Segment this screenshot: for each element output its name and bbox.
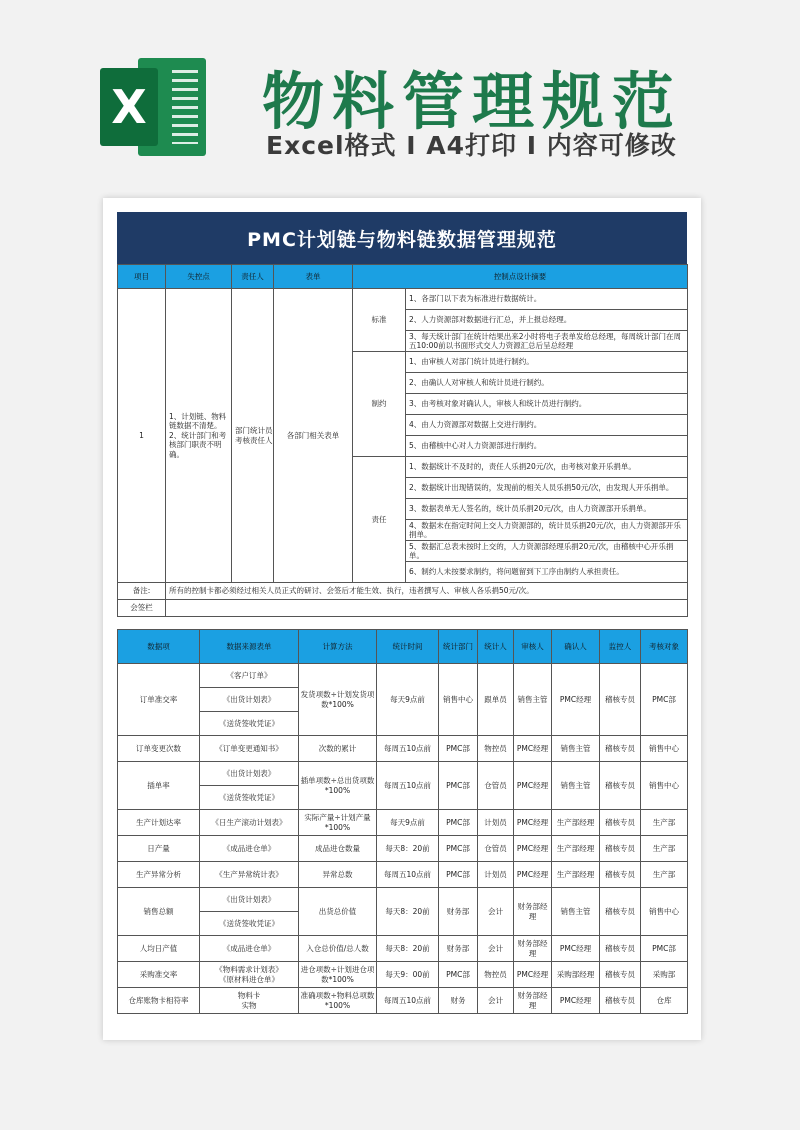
data-item: 订单变更次数 [118,736,200,762]
item-number: 1 [118,289,166,583]
confirmer: 销售主管 [552,736,600,762]
monitor: 稽核专员 [600,962,641,988]
stat-dept: PMC部 [439,862,478,888]
auditor: PMC经理 [514,810,552,836]
stat-person: 物控员 [478,736,514,762]
form: 各部门相关表单 [274,289,353,583]
table-row [118,888,688,912]
section-responsibility: 责任 [353,457,406,583]
header-cell: 统计人 [478,630,514,664]
rule-line [406,352,688,373]
table-row [118,736,688,762]
calc-method: 进仓项数÷计划进仓项数*100% [299,962,377,988]
data-item: 订单准交率 [118,664,200,736]
auditor: PMC经理 [514,736,552,762]
confirmer: 销售主管 [552,762,600,810]
data-item: 生产异常分析 [118,862,200,888]
table-row [118,762,688,786]
auditor: PMC经理 [514,862,552,888]
rule-text: 6、制约人未按要求制约，将问题留到下工序由制约人承担责任。 [409,567,624,577]
rule-line [406,310,688,331]
stat-dept: PMC部 [439,762,478,810]
monitor: 稽核专员 [600,936,641,962]
auditor: 财务部经理 [514,936,552,962]
data-item: 人均日产值 [118,936,200,962]
calc-method: 次数的累计 [299,736,377,762]
table-row [118,962,688,988]
confirmer: PMC经理 [552,988,600,1014]
header-cell: 确认人 [552,630,600,664]
stat-dept: PMC部 [439,736,478,762]
source-form: 《物料需求计划表》 《原材料进仓单》 [200,962,299,988]
data-item: 插单率 [118,762,200,810]
stat-dept: 财务部 [439,936,478,962]
sign-label: 会签栏 [118,600,166,617]
source-form: 《送货签收凭证》 [200,912,299,936]
rule-text: 3、每天统计部门在统计结果出来2小时将电子表单发给总经理，每周统计部门在周五10:00前以书面形式交人力资源汇总后呈总经理 [409,331,682,350]
table-row [118,988,688,1014]
rule-text: 2、人力资源部对数据进行汇总，并上报总经理。 [409,315,572,325]
source-form: 《客户订单》 [200,664,299,688]
stat-person: 计划员 [478,862,514,888]
target: 生产部 [641,862,688,888]
stat-time: 每周五10点前 [377,988,439,1014]
calc-method: 插单项数÷总出货项数*100% [299,762,377,810]
target: 销售中心 [641,888,688,936]
confirmer: 生产部经理 [552,862,600,888]
stat-person: 会计 [478,936,514,962]
source-form: 《出货计划表》 [200,762,299,786]
document-title: PMC计划链与物料链数据管理规范 [117,212,687,264]
data-table-header [118,630,688,664]
calc-method: 成品进仓数量 [299,836,377,862]
calc-method: 入仓总价值/总人数 [299,936,377,962]
confirmer: PMC经理 [552,936,600,962]
banner-subtitle: Excel格式 I A4打印 I 内容可修改 [266,131,677,160]
rule-text: 5、由稽核中心对人力资源部进行制约。 [409,441,542,451]
auditor: PMC经理 [514,762,552,810]
rule-text: 1、数据统计不及时的，责任人乐捐20元/次，由考核对象开乐捐单。 [409,462,636,472]
rule-text: 4、由人力资源部对数据上交进行制约。 [409,420,542,430]
calc-method: 实际产量÷计划产量*100% [299,810,377,836]
monitor: 稽核专员 [600,862,641,888]
source-form: 《送货签收凭证》 [200,786,299,810]
header-cell: 数据来源表单 [200,630,299,664]
monitor: 稽核专员 [600,836,641,862]
rule-text: 3、由考核对象对确认人，审核人和统计员进行制约。 [409,399,587,409]
stat-person: 仓管员 [478,762,514,810]
stat-dept: PMC部 [439,962,478,988]
table-row [118,862,688,888]
confirmer: 生产部经理 [552,836,600,862]
confirmer: PMC经理 [552,664,600,736]
stat-person: 会计 [478,888,514,936]
stat-dept: 财务部 [439,888,478,936]
stat-person: 跟单员 [478,664,514,736]
source-form: 《生产异常统计表》 [200,862,299,888]
source-form: 《送货签收凭证》 [200,712,299,736]
rule-line [406,478,688,499]
header-cell: 表单 [274,265,353,289]
header-cell: 计算方法 [299,630,377,664]
stat-dept: 财务 [439,988,478,1014]
rule-line [406,520,688,541]
confirmer: 生产部经理 [552,810,600,836]
data-item: 销售总额 [118,888,200,936]
target: 生产部 [641,836,688,862]
header-cell: 数据项 [118,630,200,664]
monitor: 稽核专员 [600,988,641,1014]
monitor: 稽核专员 [600,888,641,936]
rule-text: 2、由确认人对审核人和统计员进行制约。 [409,378,549,388]
stat-dept: PMC部 [439,810,478,836]
target: 仓库 [641,988,688,1014]
rule-line [406,436,688,457]
target: 销售中心 [641,762,688,810]
banner [0,0,800,200]
source-form: 《出货计划表》 [200,688,299,712]
data-table [117,629,688,1014]
auditor: 销售主管 [514,664,552,736]
rule-line [406,562,688,583]
stat-time: 每天8：20前 [377,888,439,936]
rule-line [406,373,688,394]
excel-letter: X [100,68,158,146]
stat-dept: 销售中心 [439,664,478,736]
stat-time: 每周五10点前 [377,736,439,762]
monitor: 稽核专员 [600,736,641,762]
note-label: 备注: [118,583,166,600]
data-item: 仓库账物卡相符率 [118,988,200,1014]
source-form: 《订单变更通知书》 [200,736,299,762]
target: 销售中心 [641,736,688,762]
auditor: PMC经理 [514,962,552,988]
header-cell: 责任人 [232,265,274,289]
stat-dept: PMC部 [439,836,478,862]
banner-title: 物料管理规范 [262,65,683,138]
excel-icon [100,58,206,156]
auditor: 财务部经理 [514,888,552,936]
monitor: 稽核专员 [600,810,641,836]
source-form: 《成品进仓单》 [200,836,299,862]
header-cell: 监控人 [600,630,641,664]
rule-text: 3、数据表单无人签名的，统计员乐捐20元/次，由人力资源部开乐捐单。 [409,504,651,514]
monitor: 稽核专员 [600,664,641,736]
section-standard: 标准 [353,289,406,352]
header-cell: 审核人 [514,630,552,664]
target: PMC部 [641,664,688,736]
data-item: 采购准交率 [118,962,200,988]
fail-point [166,289,232,583]
table-gap [117,617,687,629]
calc-method: 异常总数 [299,862,377,888]
rule-line [406,331,688,352]
fail-point-text: 1、计划链、物料链数据不清楚。 2、统计部门和考核部门职责不明确。 [169,412,227,459]
rule-line [406,541,688,562]
monitor: 稽核专员 [600,762,641,810]
calc-method: 准确项数÷物料总项数*100% [299,988,377,1014]
auditor: PMC经理 [514,836,552,862]
stat-person: 仓管员 [478,836,514,862]
document-page [103,198,701,1040]
stat-time: 每天9：00前 [377,962,439,988]
calc-method: 出货总价值 [299,888,377,936]
section-constraint: 制约 [353,352,406,457]
table-row [118,936,688,962]
sign-field [166,600,688,617]
data-item: 日产量 [118,836,200,862]
table-row [118,810,688,836]
data-item: 生产计划达率 [118,810,200,836]
calc-method: 发货项数÷计划发货项数*100% [299,664,377,736]
target: 生产部 [641,810,688,836]
document-content [117,212,687,1014]
stat-person: 物控员 [478,962,514,988]
rule-line [406,394,688,415]
target: PMC部 [641,936,688,962]
stat-person: 会计 [478,988,514,1014]
stat-time: 每天9点前 [377,810,439,836]
stat-time: 每天8：20前 [377,836,439,862]
source-form: 《出货计划表》 [200,888,299,912]
rule-text: 2、数据统计出现错误的，发现前的相关人员乐捐50元/次，由发现人开乐捐单。 [409,483,674,493]
stat-time: 每周五10点前 [377,862,439,888]
table-row [118,664,688,688]
control-table-header [118,265,688,289]
source-form: 《日生产滚动计划表》 [200,810,299,836]
rule-text: 5、数据汇总表未按时上交的，人力资源部经理乐捐20元/次，由稽核中心开乐捐单。 [409,541,674,560]
header-cell: 失控点 [166,265,232,289]
header-cell: 统计时间 [377,630,439,664]
rule-text: 4、数据未在指定时间上交人力资源部的，统计员乐捐20元/次，由人力资源部开乐捐单。 [409,520,681,539]
header-cell: 统计部门 [439,630,478,664]
responsible: 部门统计员考核责任人 [232,289,274,583]
stat-person: 计划员 [478,810,514,836]
header-cell: 项目 [118,265,166,289]
rule-text: 1、各部门以下表为标准进行数据统计。 [409,294,542,304]
note-text: 所有的控制卡都必须经过相关人员正式的研讨、会签后才能生效、执行，违者撰写人、审核人各乐捐50元/次。 [166,583,688,600]
stat-time: 每周五10点前 [377,762,439,810]
confirmer: 销售主管 [552,888,600,936]
rule-line [406,499,688,520]
control-table [117,264,688,617]
confirmer: 采购部经理 [552,962,600,988]
rule-text: 1、由审核人对部门统计员进行制约。 [409,357,534,367]
rule-line [406,457,688,478]
source-form: 《成品进仓单》 [200,936,299,962]
rule-line [406,289,688,310]
header-cell: 控制点设计摘要 [353,265,688,289]
auditor: 财务部经理 [514,988,552,1014]
table-row [118,836,688,862]
target: 采购部 [641,962,688,988]
stat-time: 每天9点前 [377,664,439,736]
rule-line [406,415,688,436]
stat-time: 每天8：20前 [377,936,439,962]
source-form: 物料卡 实物 [200,988,299,1014]
header-cell: 考核对象 [641,630,688,664]
data-table-body [118,664,688,1014]
